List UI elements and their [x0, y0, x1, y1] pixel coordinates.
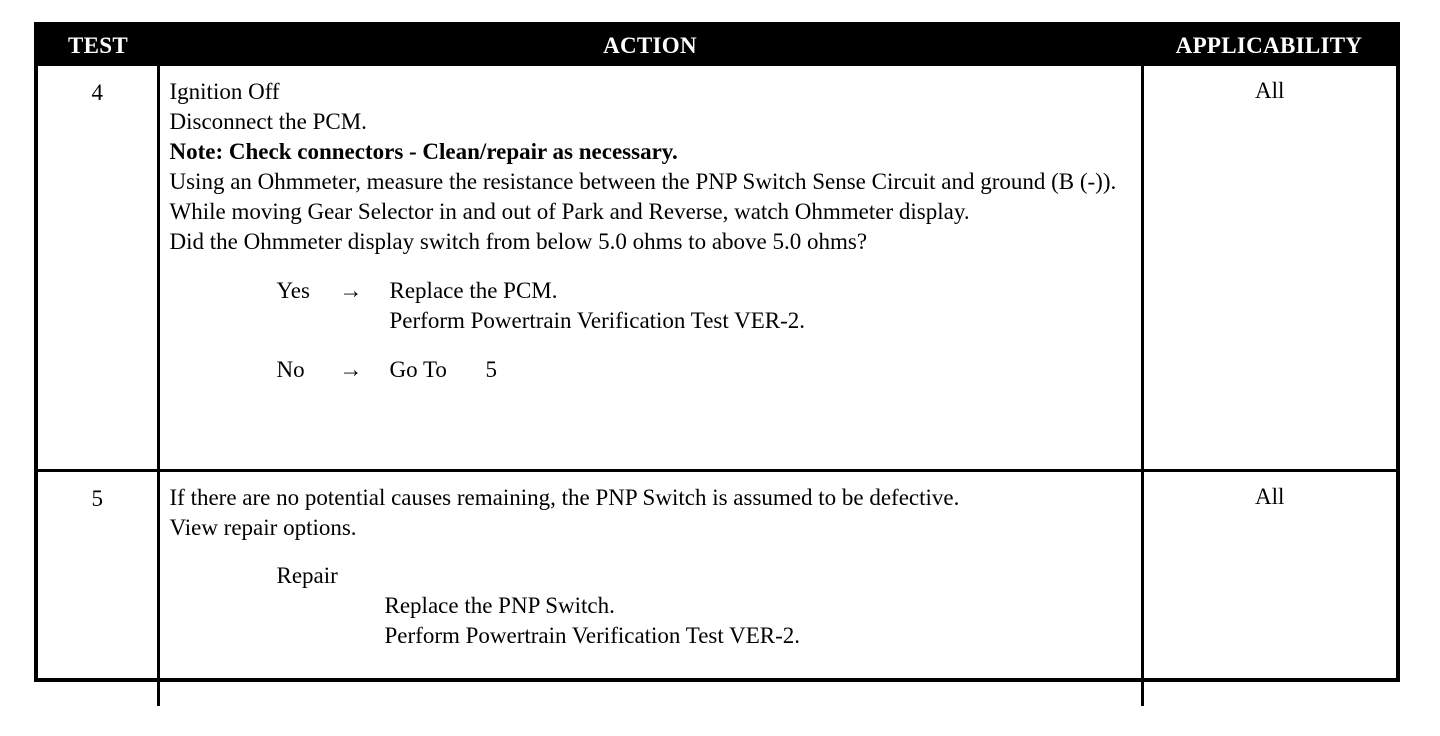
- no-label: No: [276, 357, 305, 382]
- applicability-cell: All: [1142, 66, 1396, 471]
- yes-result-continued: [170, 306, 1133, 336]
- test-number-cell: 4: [38, 66, 158, 471]
- action-step: Disconnect the PCM.: [169, 109, 367, 134]
- header-test: TEST: [38, 26, 158, 66]
- header-action: ACTION: [158, 26, 1142, 66]
- action-cell: [158, 66, 1142, 471]
- action-step: Using an Ohmmeter, measure the resistance between the PNP Switch Sense Circuit and ground (B (-)).: [169, 169, 1117, 194]
- no-action: Go To: [389, 357, 447, 382]
- yes-label: Yes: [276, 278, 310, 303]
- diagnostic-table: [38, 26, 1396, 706]
- table-row: [38, 66, 1396, 471]
- diagnostic-table-frame: [34, 22, 1400, 682]
- action-step: Ignition Off: [169, 79, 280, 104]
- header-row: [38, 26, 1396, 66]
- no-target-test: 5: [485, 357, 497, 382]
- header-applicability: APPLICABILITY: [1142, 26, 1396, 66]
- repair-step: Perform Powertrain Verification Test VER-2.: [384, 623, 801, 648]
- action-step: View repair options.: [169, 515, 357, 540]
- yes-action-1: Replace the PCM.: [389, 278, 558, 303]
- action-question: Did the Ohmmeter display switch from below 5.0 ohms to above 5.0 ohms?: [169, 229, 868, 254]
- action-cell: [158, 471, 1142, 707]
- no-result: [170, 355, 1133, 385]
- test-number-cell: 5: [91, 486, 103, 511]
- action-step: While moving Gear Selector in and out of Park and Reverse, watch Ohmmeter display.: [169, 199, 970, 224]
- arrow-right-icon: →: [339, 278, 363, 303]
- repair-step: Replace the PNP Switch.: [384, 593, 615, 618]
- arrow-right-icon: →: [339, 357, 363, 382]
- action-note: Note: Check connectors - Clean/repair as necessary.: [169, 139, 678, 164]
- table-row: [38, 471, 1396, 707]
- action-step: If there are no potential causes remaining, the PNP Switch is assumed to be defective.: [169, 485, 960, 510]
- applicability-cell: All: [1142, 471, 1396, 707]
- yes-action-2: Perform Powertrain Verification Test VER-2.: [389, 308, 806, 333]
- repair-label: Repair: [276, 563, 338, 588]
- yes-result: [170, 276, 1133, 306]
